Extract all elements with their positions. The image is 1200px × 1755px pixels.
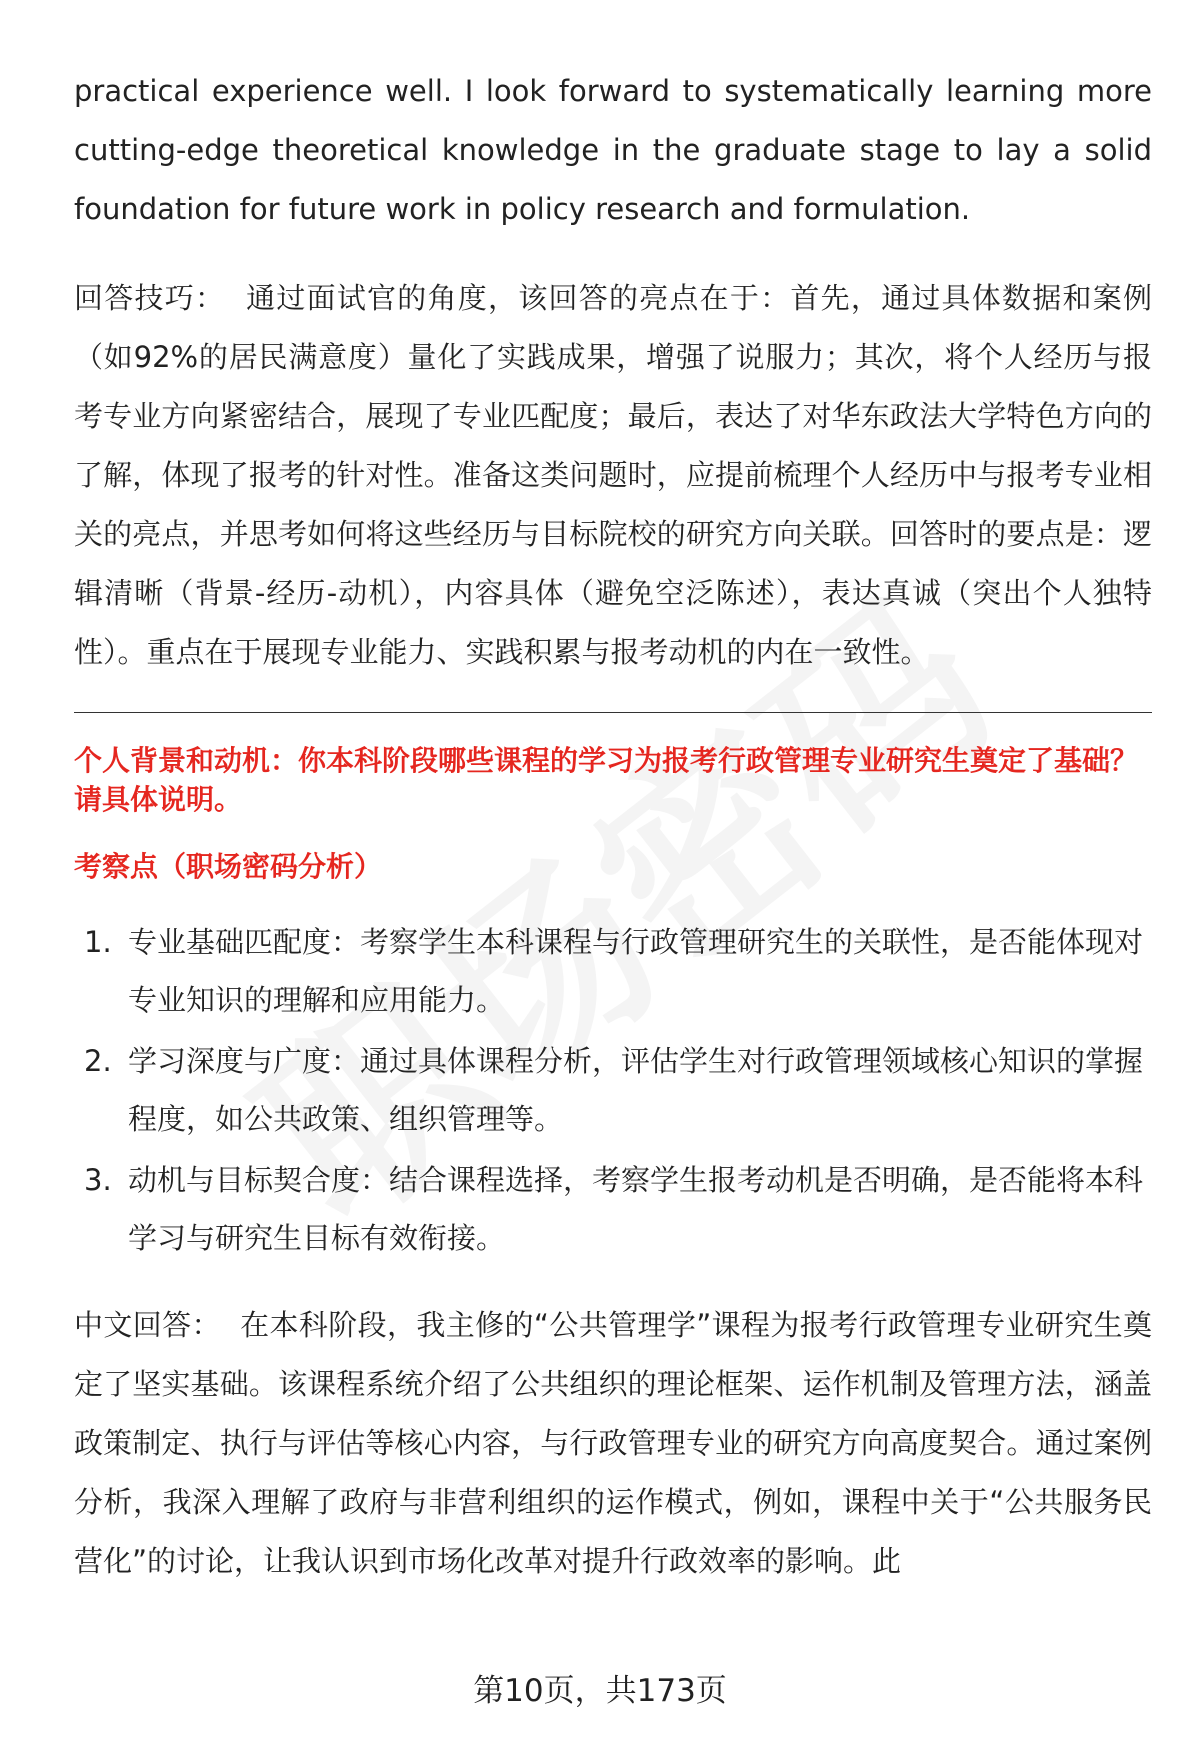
answer-tip-paragraph bbox=[74, 269, 1152, 682]
answer-english-paragraph: practical experience well. I look forward to systematically learning more cutting-edge theoretical knowledge in the graduate stage to lay a solid foundation for future work in policy research and formulation. bbox=[74, 74, 1152, 226]
document-page bbox=[74, 62, 1152, 1591]
list-item bbox=[74, 913, 1152, 1029]
list-item-text: 学习深度与广度：通过具体课程分析，评估学生对行政管理领域核心知识的掌握程度，如公共政策、组织管理等。 bbox=[128, 1044, 1144, 1136]
chinese-answer-paragraph bbox=[74, 1296, 1152, 1591]
answer-tip-text: 通过面试官的角度，该回答的亮点在于：首先，通过具体数据和案例（如92%的居民满意度）量化了实践成果，增强了说服力；其次，将个人经历与报考专业方向紧密结合，展现了专业匹配度；最后，表达了对华东政法大学特色方向的了解，体现了报考的针对性。准备这类问题时，应提前梳理个人经历中与报考专业相关的亮点，并思考如何将这些经历与目标院校的研究方向关联。回答时的要点是：逻辑清晰（背景-经历-动机），内容具体（避免空泛陈述），表达真诚（突出个人独特性）。重点在于展现专业能力、实践积累与报考动机的内在一致性。 bbox=[74, 281, 1152, 669]
list-item-text: 动机与目标契合度：结合课程选择，考察学生报考动机是否明确，是否能将本科学习与研究生目标有效衔接。 bbox=[128, 1163, 1144, 1255]
answer-tip-label: 回答技巧： bbox=[74, 281, 226, 315]
list-item-number: 1. bbox=[84, 925, 112, 959]
assessment-points-list bbox=[74, 913, 1152, 1267]
page-number-footer: 第10页，共173页 bbox=[473, 1673, 727, 1709]
list-item-text: 专业基础匹配度：考察学生本科课程与行政管理研究生的关联性，是否能体现对专业知识的理解和应用能力。 bbox=[128, 925, 1144, 1017]
points-heading: 考察点（职场密码分析） bbox=[74, 850, 383, 883]
chinese-answer-text: 在本科阶段，我主修的“公共管理学”课程为报考行政管理专业研究生奠定了坚实基础。该课程系统介绍了公共组织的理论框架、运作机制及管理方法，涵盖政策制定、执行与评估等核心内容，与行政管理专业的研究方向高度契合。通过案例分析，我深入理解了政府与非营利组织的运作模式，例如，课程中关于“公共服务民营化”的讨论，让我认识到市场化改革对提升行政效率的影响。此 bbox=[74, 1308, 1152, 1578]
list-item-number: 2. bbox=[84, 1044, 112, 1078]
chinese-answer-label: 中文回答： bbox=[74, 1308, 221, 1342]
list-item-number: 3. bbox=[84, 1163, 112, 1197]
list-item bbox=[74, 1032, 1152, 1148]
list-item bbox=[74, 1151, 1152, 1267]
question-heading: 个人背景和动机：你本科阶段哪些课程的学习为报考行政管理专业研究生奠定了基础？请具体说明。 bbox=[74, 744, 1139, 816]
